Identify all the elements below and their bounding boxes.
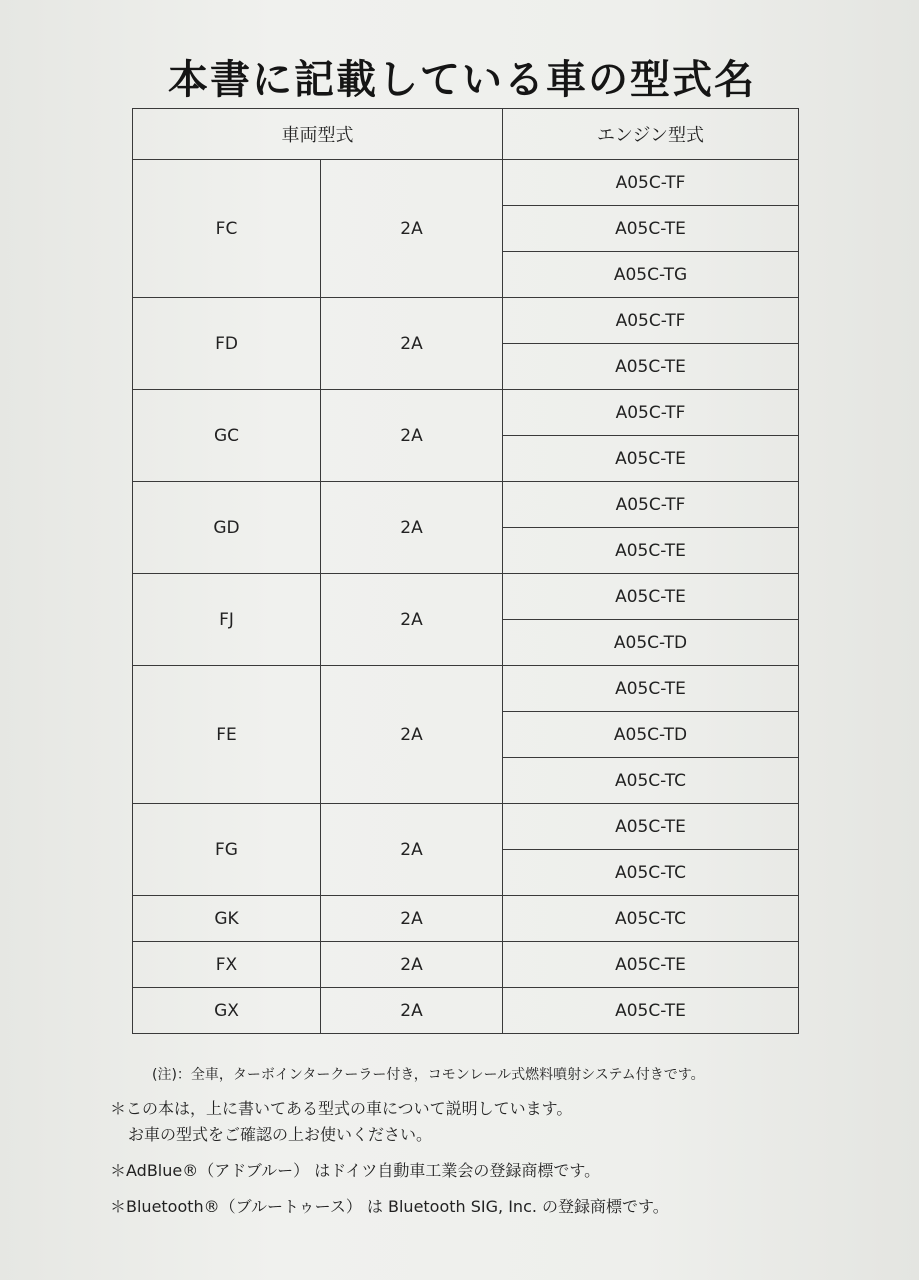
engine-type-cell: A05C-TE xyxy=(503,528,799,574)
vehicle-model-cell: FD xyxy=(133,298,321,390)
vehicle-type-cell: 2A xyxy=(321,942,503,988)
vehicle-model-cell: GX xyxy=(133,988,321,1034)
engine-type-cell: A05C-TE xyxy=(503,436,799,482)
engine-type-cell: A05C-TC xyxy=(503,850,799,896)
vehicle-type-cell: 2A xyxy=(321,804,503,896)
engine-type-cell: A05C-TE xyxy=(503,942,799,988)
trademark-note: ＊AdBlue®（アドブルー） はドイツ自動車工業会の登録商標です。 xyxy=(110,1161,601,1180)
vehicle-type-cell: 2A xyxy=(321,160,503,298)
vehicle-type-cell: 2A xyxy=(321,666,503,804)
engine-type-cell: A05C-TG xyxy=(503,252,799,298)
table-row xyxy=(133,988,799,1034)
engine-type-cell: A05C-TF xyxy=(503,298,799,344)
engine-type-cell: A05C-TE xyxy=(503,344,799,390)
engine-type-cell: A05C-TE xyxy=(503,988,799,1034)
engine-type-cell: A05C-TD xyxy=(503,712,799,758)
engine-type-cell: A05C-TE xyxy=(503,574,799,620)
engine-type-cell: A05C-TE xyxy=(503,666,799,712)
vehicle-model-cell: FC xyxy=(133,160,321,298)
vehicle-type-cell: 2A xyxy=(321,390,503,482)
vehicle-type-cell: 2A xyxy=(321,482,503,574)
vehicle-model-cell: FE xyxy=(133,666,321,804)
note-line: ＊この本は，上に書いてある型式の車について説明しています。 xyxy=(110,1099,573,1118)
table-header-row xyxy=(133,109,799,160)
vehicle-type-cell: 2A xyxy=(321,896,503,942)
engine-type-cell: A05C-TE xyxy=(503,804,799,850)
vehicle-model-cell: GK xyxy=(133,896,321,942)
engine-type-cell: A05C-TC xyxy=(503,758,799,804)
vehicle-type-header: 車両型式 xyxy=(133,109,503,160)
engine-type-header: エンジン型式 xyxy=(503,109,799,160)
table-row xyxy=(133,298,799,344)
table-row xyxy=(133,942,799,988)
vehicle-model-cell: FX xyxy=(133,942,321,988)
engine-type-cell: A05C-TC xyxy=(503,896,799,942)
engine-type-cell: A05C-TE xyxy=(503,206,799,252)
table-row xyxy=(133,804,799,850)
table-body xyxy=(133,160,799,1034)
vehicle-type-cell: 2A xyxy=(321,298,503,390)
note-line: お車の型式をご確認の上お使いください。 xyxy=(128,1125,433,1144)
table-row xyxy=(133,896,799,942)
vehicle-model-cell: GC xyxy=(133,390,321,482)
vehicle-type-cell: 2A xyxy=(321,574,503,666)
vehicle-type-cell: 2A xyxy=(321,988,503,1034)
engine-type-cell: A05C-TD xyxy=(503,620,799,666)
engine-type-cell: A05C-TF xyxy=(503,482,799,528)
table-row xyxy=(133,666,799,712)
vehicle-model-cell: FJ xyxy=(133,574,321,666)
page-title: 本書に記載している車の型式名 xyxy=(168,57,756,103)
table-row xyxy=(133,482,799,528)
table-row xyxy=(133,390,799,436)
table-row xyxy=(133,160,799,206)
vehicle-model-table xyxy=(132,108,799,1034)
engine-type-cell: A05C-TF xyxy=(503,160,799,206)
notes-section xyxy=(110,1064,900,1224)
trademark-note: ＊Bluetooth®（ブルートゥース） は Bluetooth SIG, Inc. の登録商標です。 xyxy=(110,1197,669,1216)
vehicle-model-cell: GD xyxy=(133,482,321,574)
engine-type-cell: A05C-TF xyxy=(503,390,799,436)
footnote: (注)：全車，ターボインタークーラー付き，コモンレール式燃料噴射システム付きです。 xyxy=(152,1067,705,1083)
table-row xyxy=(133,574,799,620)
vehicle-model-cell: FG xyxy=(133,804,321,896)
